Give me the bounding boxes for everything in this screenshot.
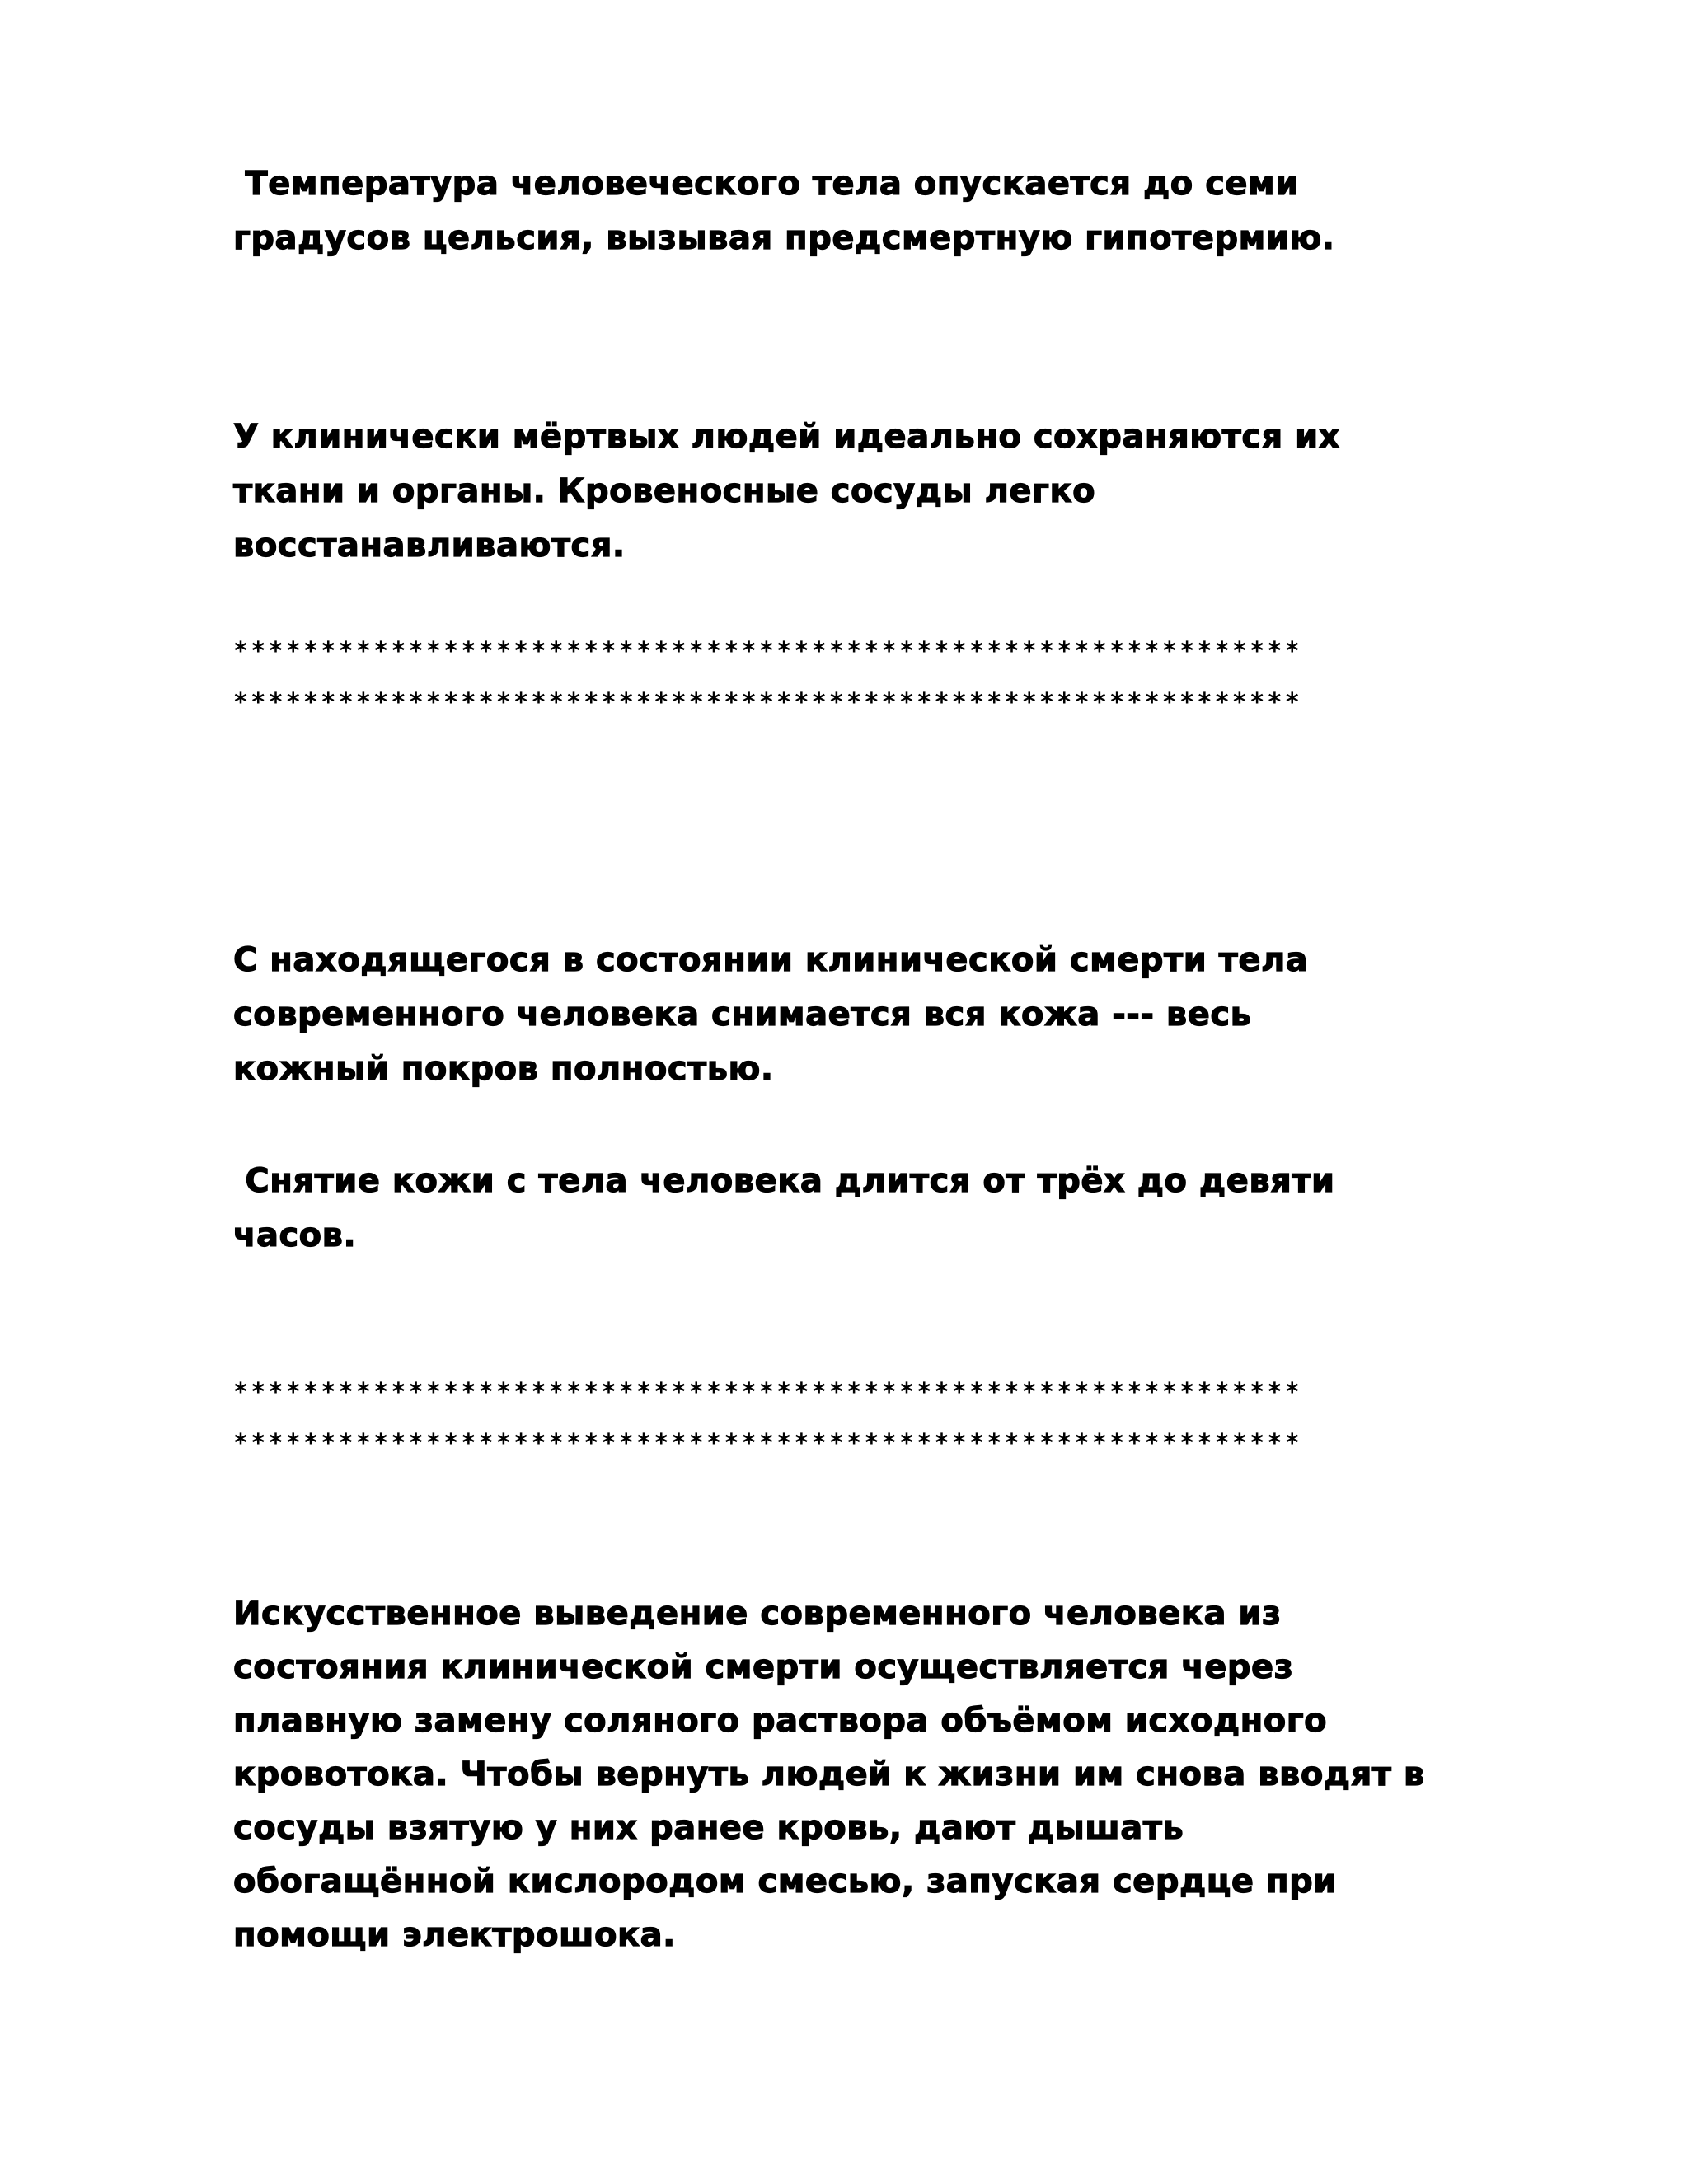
paragraph-5-line-2: состояния клинической смерти осуществляется через — [233, 1648, 1294, 1686]
paragraph-4-line-1: Снятие кожи с тела человека длится от трёх до девяти — [233, 1162, 1335, 1200]
paragraph-5-line-1: Искусственное выведение современного человека из — [233, 1595, 1282, 1633]
paragraph-1-line-1: Температура человеческого тела опускается до семи — [233, 165, 1299, 203]
paragraph-5-line-4: кровотока. Чтобы вернуть людей к жизни им снова вводят в — [233, 1755, 1425, 1793]
paragraph-4-line-2: часов. — [233, 1216, 357, 1254]
paragraph-5-line-5: сосуды взятую у них ранее кровь, дают дышать — [233, 1809, 1184, 1847]
paragraph-3-line-3: кожный покров полностью. — [233, 1050, 774, 1088]
separator-1-line-1: ************************************************************* — [233, 637, 1302, 666]
separator-2-line-2: ************************************************************* — [233, 1429, 1302, 1458]
paragraph-5-line-6: обогащённой кислородом смесью, запуская сердце при — [233, 1863, 1337, 1900]
paragraph-2-line-1: У клинически мёртвых людей идеально сохраняются их — [233, 418, 1340, 456]
paragraph-2-line-3: восстанавливаются. — [233, 527, 626, 565]
paragraph-3-line-2: современного человека снимается вся кожа --- весь — [233, 996, 1252, 1033]
paragraph-2-line-2: ткани и органы. Кровеносные сосуды легко — [233, 472, 1096, 510]
separator-1-line-2: ************************************************************* — [233, 688, 1302, 717]
paragraph-1-line-2: градусов цельсия, вызывая предсмертную гипотермию. — [233, 219, 1335, 257]
separator-2-line-1: ************************************************************* — [233, 1378, 1302, 1407]
paragraph-3-line-1: С находящегося в состоянии клинической смерти тела — [233, 941, 1309, 979]
paragraph-5-line-7: помощи электрошока. — [233, 1916, 676, 1954]
paragraph-5-line-3: плавную замену соляного раствора объёмом исходного — [233, 1702, 1328, 1740]
